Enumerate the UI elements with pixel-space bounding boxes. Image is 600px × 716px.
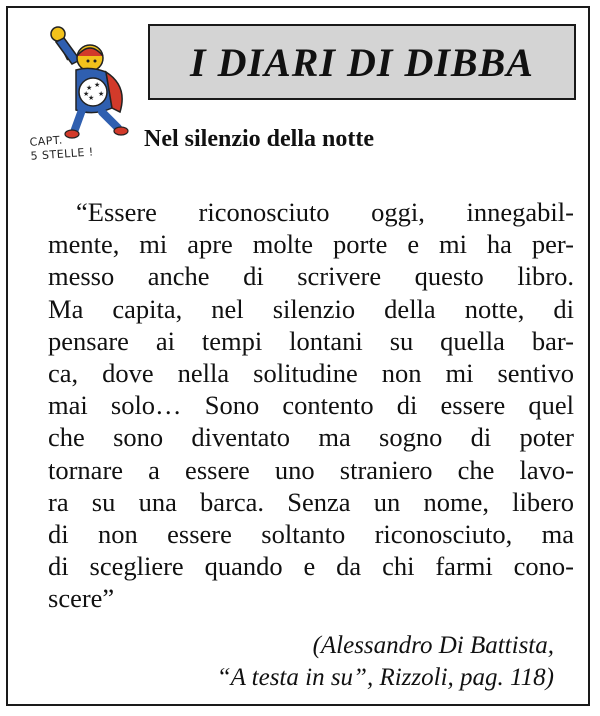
quote-line: di scegliere quando e da chi farmi cono- (48, 551, 574, 582)
page-title: I DIARI DI DIBBA (190, 39, 534, 85)
svg-text:★: ★ (83, 90, 90, 98)
svg-text:★: ★ (98, 90, 105, 98)
svg-text:★: ★ (88, 94, 95, 102)
quote-line: scere” (48, 583, 115, 614)
cartoon-drawing (28, 20, 148, 140)
quote-line: mente, mi apre molte porte e mi ha per- (48, 229, 574, 260)
cartoon-caption-line1: CAPT. (29, 133, 64, 149)
attribution-source: “A testa in su”, Rizzoli, pag. 118) (216, 664, 554, 691)
quote-line: “Essere riconosciuto oggi, innegabil- (76, 197, 574, 227)
article-subtitle: Nel silenzio della notte (144, 126, 374, 152)
quote-body (48, 196, 574, 615)
svg-text:★: ★ (86, 84, 93, 92)
article-frame (6, 6, 590, 706)
quote-line: che sono diventato ma sogno di poter (48, 422, 574, 453)
quote-line: messo anche di scrivere questo libro. (48, 261, 574, 292)
quote-line: ca, dove nella solitudine non mi sentivo (48, 358, 574, 389)
cartoon-caption-line2: 5 STELLE ! (30, 145, 95, 163)
svg-text:★: ★ (94, 81, 101, 89)
quote-line: ra su una barca. Senza un nome, libero (48, 486, 574, 517)
title-banner (148, 24, 576, 100)
quote-line: tornare a essere uno straniero che lavo- (48, 454, 574, 485)
quote-line: mai solo… Sono contento di essere quel (48, 390, 574, 421)
quote-attribution (217, 630, 554, 694)
quote-line: Ma capita, nel silenzio della notte, di (48, 293, 574, 324)
quote-line: di non essere soltanto riconosciuto, ma (48, 519, 574, 550)
quote-line: pensare ai tempi lontani su quella bar- (48, 325, 574, 356)
attribution-author: (Alessandro Di Battista, (312, 632, 554, 659)
